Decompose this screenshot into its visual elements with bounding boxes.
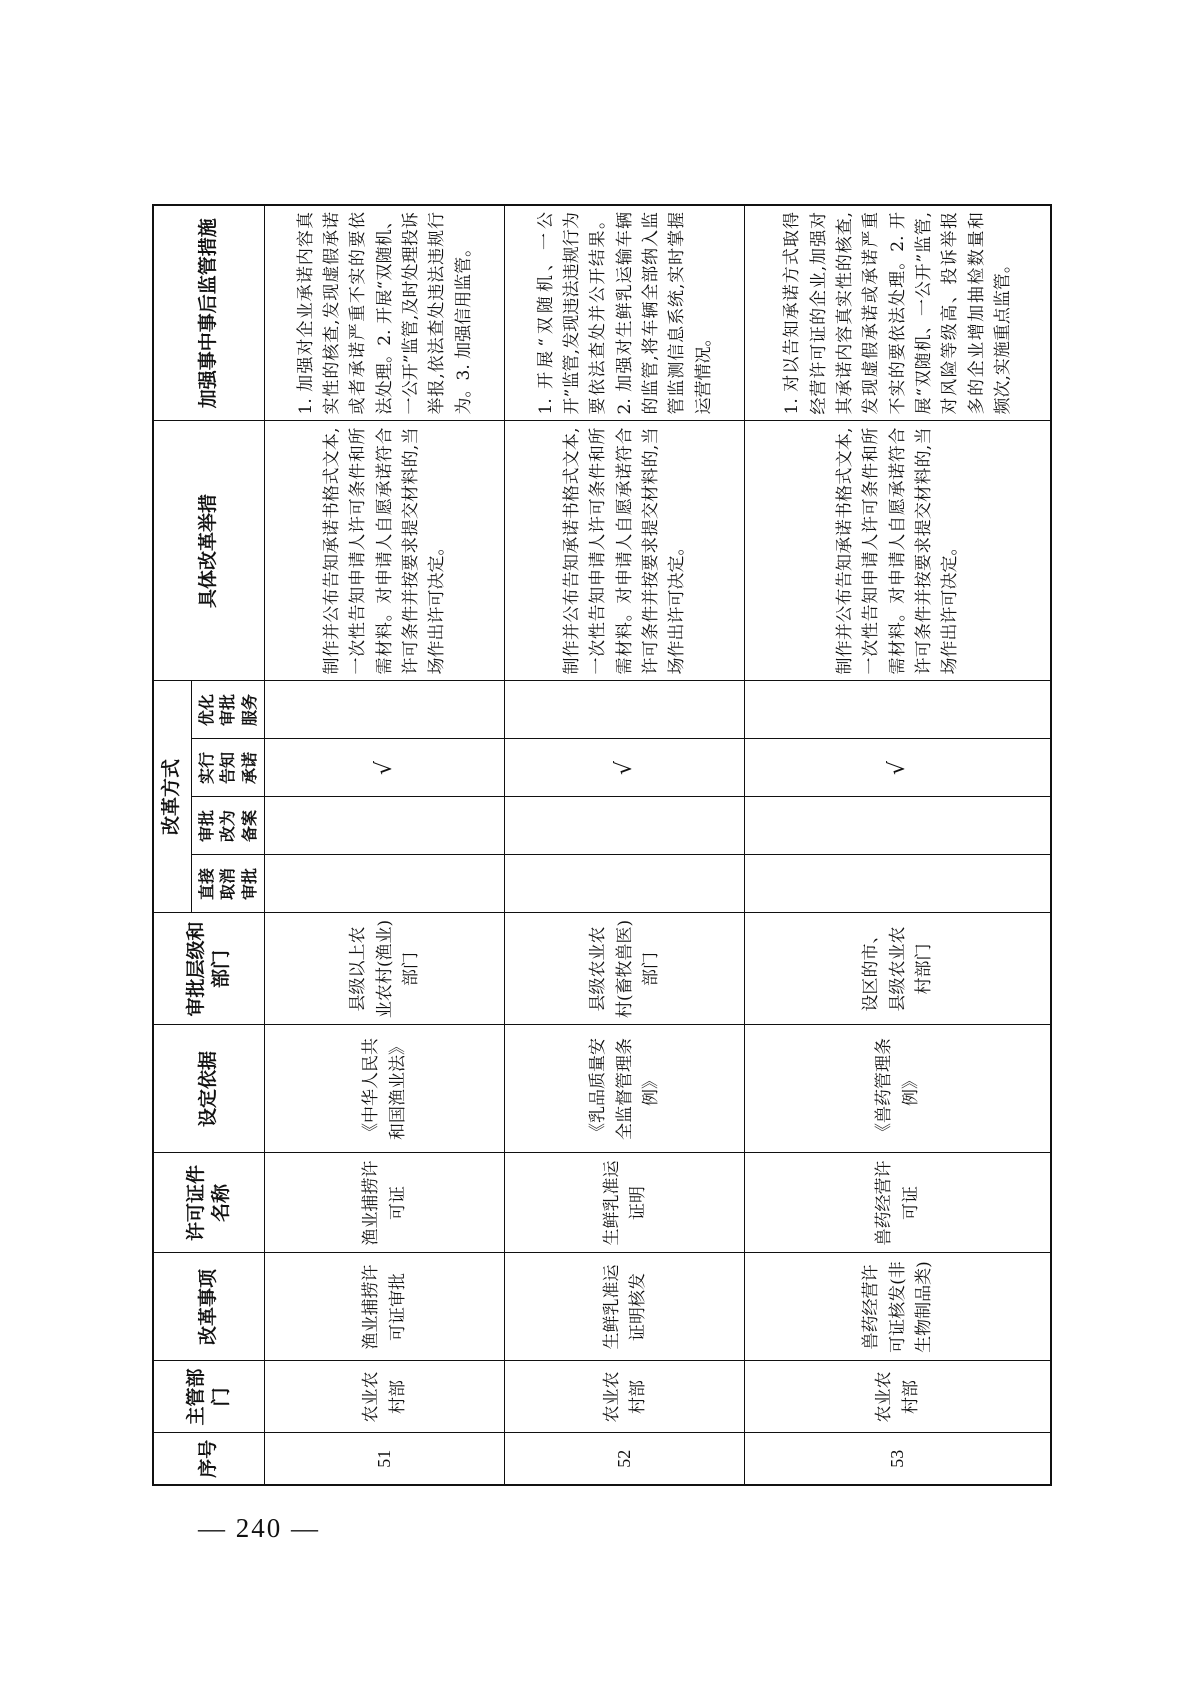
cell-mode-optimize [265, 681, 505, 739]
cell-mode-optimize [505, 681, 745, 739]
page-number: — 240 — [198, 1513, 320, 1543]
cell-mode-promise: √ [745, 739, 1051, 797]
cell-dept: 农业农村部 [265, 1361, 505, 1433]
cell-license: 兽药经营许可证 [745, 1153, 1051, 1253]
cell-dept: 农业农村部 [745, 1361, 1051, 1433]
header-mode-group: 改革方式 [153, 681, 191, 913]
cell-mode-cancel [265, 855, 505, 913]
header-basis: 设定依据 [153, 1025, 265, 1153]
cell-dept: 农业农村部 [505, 1361, 745, 1433]
cell-license: 渔业捕捞许可证 [265, 1153, 505, 1253]
cell-mode-cancel [745, 855, 1051, 913]
table-row [745, 205, 1051, 1485]
cell-mode-promise: √ [505, 739, 745, 797]
cell-supervision: 1. 开展“双随机、一公开”监管,发现违法违规行为要依法查处并公开结果。2. 加强对生鲜乳运输车辆的监管,将车辆全部纳入监管监测信息系统,实时掌握运营情况。 [505, 205, 745, 421]
cell-mode-optimize [745, 681, 1051, 739]
cell-item: 兽药经营许可证核发(非生物制品类) [745, 1253, 1051, 1361]
cell-mode-filing [745, 797, 1051, 855]
header-level: 审批层级和部门 [153, 913, 265, 1025]
header-seq: 序号 [153, 1433, 265, 1485]
cell-measures: 制作并公布告知承诺书格式文本,一次性告知申请人许可条件和所需材料。对申请人自愿承诺符合许可条件并按要求提交材料的,当场作出许可决定。 [745, 421, 1051, 681]
cell-item: 渔业捕捞许可证审批 [265, 1253, 505, 1361]
cell-seq: 52 [505, 1433, 745, 1485]
header-mode-optimize: 优化审批服务 [191, 681, 265, 739]
reform-items-table [152, 204, 1052, 1486]
cell-mode-filing [505, 797, 745, 855]
cell-basis: 《中华人民共和国渔业法》 [265, 1025, 505, 1153]
cell-level: 设区的市、县级农业农村部门 [745, 913, 1051, 1025]
cell-seq: 51 [265, 1433, 505, 1485]
cell-mode-cancel [505, 855, 745, 913]
header-mode-cancel: 直接取消审批 [191, 855, 265, 913]
cell-basis: 《乳品质量安全监督管理条例》 [505, 1025, 745, 1153]
cell-mode-promise: √ [265, 739, 505, 797]
cell-supervision: 1. 对以告知承诺方式取得经营许可证的企业,加强对其承诺内容真实性的核查,发现虚假承诺或承诺严重不实的要依法处理。2. 开展“双随机、一公开”监管,对风险等级高、投诉举报多的企业增加抽检数量和频次,实施重点监管。 [745, 205, 1051, 421]
cell-mode-filing [265, 797, 505, 855]
cell-supervision: 1. 加强对企业承诺内容真实性的核查,发现虚假承诺或者承诺严重不实的要依法处理。2. 开展“双随机、一公开”监管,及时处理投诉举报,依法查处违法违规行为。3. 加强信用监管。 [265, 205, 505, 421]
header-mode-filing: 审批改为备案 [191, 797, 265, 855]
cell-basis: 《兽药管理条例》 [745, 1025, 1051, 1153]
cell-seq: 53 [745, 1433, 1051, 1485]
header-mode-promise: 实行告知承诺 [191, 739, 265, 797]
header-supervision: 加强事中事后监管措施 [153, 205, 265, 421]
header-dept: 主管部门 [153, 1361, 265, 1433]
cell-level: 县级农业农村(畜牧兽医)部门 [505, 913, 745, 1025]
cell-measures: 制作并公布告知承诺书格式文本,一次性告知申请人许可条件和所需材料。对申请人自愿承诺符合许可条件并按要求提交材料的,当场作出许可决定。 [505, 421, 745, 681]
header-item: 改革事项 [153, 1253, 265, 1361]
table-row [265, 205, 505, 1485]
cell-measures: 制作并公布告知承诺书格式文本,一次性告知申请人许可条件和所需材料。对申请人自愿承诺符合许可条件并按要求提交材料的,当场作出许可决定。 [265, 421, 505, 681]
cell-level: 县级以上农业农村(渔业)部门 [265, 913, 505, 1025]
rotated-table-sheet [152, 206, 1052, 1486]
header-license: 许可证件名称 [153, 1153, 265, 1253]
cell-item: 生鲜乳准运证明核发 [505, 1253, 745, 1361]
header-measures: 具体改革举措 [153, 421, 265, 681]
cell-license: 生鲜乳准运证明 [505, 1153, 745, 1253]
table-row [505, 205, 745, 1485]
